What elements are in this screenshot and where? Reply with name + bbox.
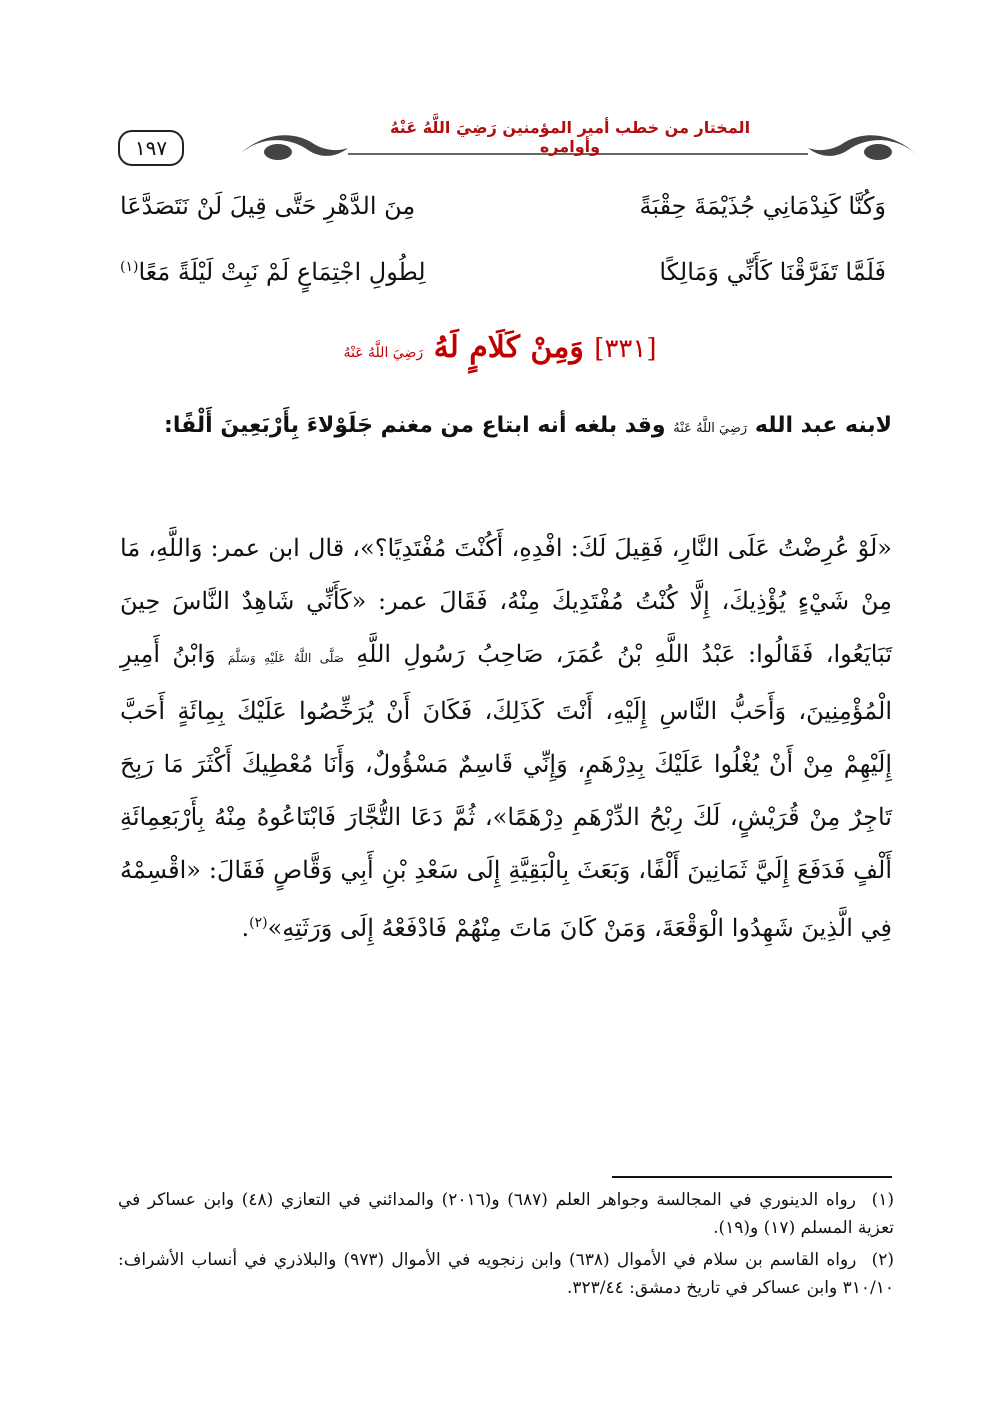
- body-text: وَابْنُ أَمِيرِ الْمُؤْمِنِينَ، وَأَحَبُّ النَّاسِ إِلَيْهِ، أَنْتَ كَذَلِكَ، فَكَانَ أَنْ يُرَخِّصُوا عَلَيْكَ بِمِائَةٍ أَحَبَّ إِلَيْهِمْ مِنْ أَنْ يُغْلُوا عَلَيْكَ بِدِرْهَمٍ، وَإِنِّي قَاسِمٌ مَسْؤُولٌ، وَأَنَا مُعْطِيكَ أَكْثَرَ مَا رَبِحَ تَاجِرٌ مِنْ قُرَيْشٍ، لَكَ رِبْحُ الدِّرْهَمِ دِرْهَمًا»، ثُمَّ دَعَا التُّجَّارَ فَابْتَاعُوهُ مِنْهُ بِأَرْبَعِمِائَةِ أَلْفٍ فَدَفَعَ إِلَيَّ ثَمَانِينَ أَلْفًا، وَبَعَثَ بِالْبَقِيَّةِ إِلَى سَعْدِ بْنِ أَبِي وَقَّاصٍ فَقَالَ: «اقْسِمْهُ فِي الَّذِينَ شَهِدُوا الْوَقْعَةَ، وَمَنْ كَانَ مَاتَ مِنْهُمْ فَادْفَعْهُ إِلَى وَرَثَتِهِ»: [120, 640, 892, 942]
- running-title: المختار من خطب أمير المؤمنين رَضِيَ اللَّهُ عَنْهُ وأوامره: [389, 118, 751, 156]
- intro-text: وقد بلغه أنه ابتاع من مغنم جَلَوْلاءَ بِأَرْبَعِينَ أَلْفًا:: [164, 413, 666, 438]
- section-heading: [150, 330, 850, 365]
- footnote-ref: (٢): [249, 915, 268, 931]
- footnote-text: رواه القاسم بن سلام في الأموال (٦٣٨) وابن زنجويه في الأموال (٩٧٣) والبلاذري في أنساب الأشراف: ٣١٠/١٠ وابن عساكر في تاريخ دمشق: ٣٢٣/٤٤.: [118, 1250, 894, 1298]
- salutation: صَلَّى اللَّهُ عَلَيْهِ وَسَلَّمَ: [227, 651, 344, 665]
- footnote-text: رواه الدينوري في المجالسة وجواهر العلم (٦٨٧) و(٢٠١٦) والمدائني في التعازي (٤٨) وابن عساكر في تعزية المسلم (١٧) و(١٩).: [118, 1190, 894, 1238]
- footnote: [118, 1246, 894, 1302]
- intro-paragraph: [120, 402, 892, 453]
- honorific: رَضِيَ اللَّهُ عَنْهُ: [343, 345, 424, 361]
- intro-text: لابنه عبد الله: [754, 413, 892, 438]
- footnote-ref: (١): [120, 259, 139, 275]
- page-number: ١٩٧: [118, 130, 184, 166]
- hemistich-first: فَلَمَّا تَفَرَّقْنَا كَأَنِّي وَمَالِكًا: [659, 258, 886, 286]
- poetry-line-2: [120, 258, 886, 308]
- footnote-number: (٢): [871, 1250, 895, 1270]
- footnote-separator: [612, 1176, 892, 1178]
- hemistich-second: [120, 258, 426, 286]
- footnote-number: (١): [871, 1190, 894, 1210]
- footnote: [118, 1186, 894, 1242]
- section-title: وَمِنْ كَلَامٍ لَهُ: [433, 330, 584, 365]
- honorific: رَضِيَ اللَّهُ عَنْهُ: [673, 421, 748, 436]
- hemistich-second: مِنَ الدَّهْرِ حَتَّى قِيلَ لَنْ نَتَصَدَّعَا: [120, 192, 416, 220]
- page-header: [110, 112, 890, 172]
- body-text: «لَوْ عُرِضْتُ عَلَى النَّارِ، فَقِيلَ لَكَ: افْدِهِ، أَكُنْتَ مُفْتَدِيًا؟»، قال ابن عمر: وَاللَّهِ، مَا مِنْ شَيْءٍ يُؤْذِيكَ، إِلَّا كُنْتُ مُفْتَدِيكَ مِنْهُ، فَقَالَ عمر: «كَأَنِّي شَاهِدٌ النَّاسَ حِينَ تَبَايَعُوا، فَقَالُوا: عَبْدُ اللَّهِ بْنُ عُمَرَ، صَاحِبُ رَسُولِ اللَّهِ: [120, 534, 893, 668]
- hemistich-text: لِطُولِ اجْتِمَاعٍ لَمْ نَبِتْ لَيْلَةً مَعًا: [138, 258, 426, 286]
- poetry-line-1: [120, 192, 886, 242]
- section-number: [٣٣١]: [594, 334, 657, 364]
- footnotes: [118, 1186, 894, 1306]
- body-paragraph: [120, 522, 892, 955]
- hemistich-first: وَكُنَّا كَنِدْمَانِي جُذَيْمَةَ حِقْبَةً: [639, 192, 886, 220]
- body-end: .: [241, 914, 250, 942]
